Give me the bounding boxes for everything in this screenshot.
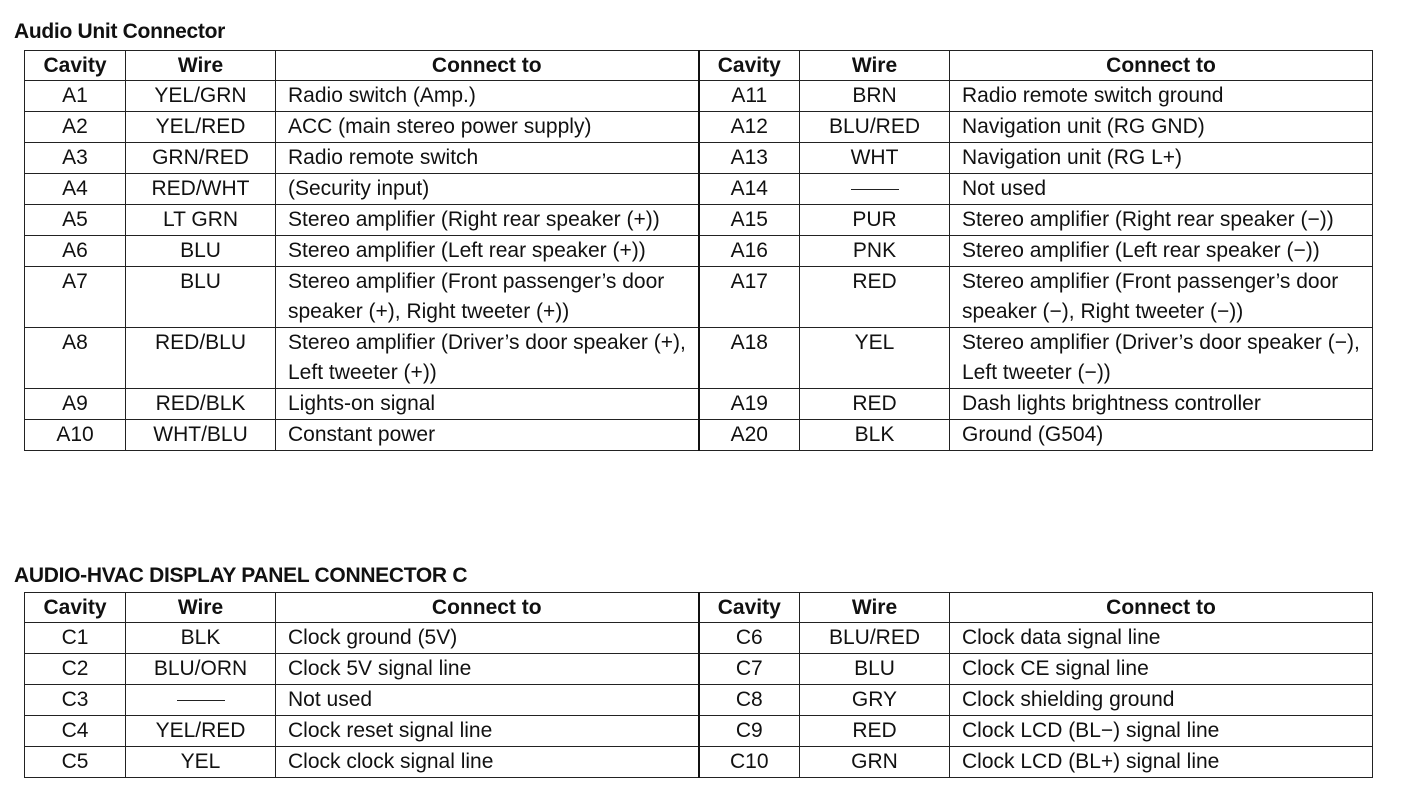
cavity-cell: A11 <box>699 81 800 112</box>
connect-to-cell: Ground (G504) <box>950 420 1373 451</box>
header-cavity: Cavity <box>699 51 800 81</box>
wire-cell: GRY <box>800 685 950 716</box>
connect-to-cell: Navigation unit (RG L+) <box>950 143 1373 174</box>
wire-cell: BLU <box>126 267 276 328</box>
connect-to-cell: Lights-on signal <box>276 389 699 420</box>
connect-to-cell: Stereo amplifier (Left rear speaker (−)) <box>950 236 1373 267</box>
wire-cell: BLU <box>800 654 950 685</box>
connect-to-cell: Clock data signal line <box>950 623 1373 654</box>
wire-cell <box>126 685 276 716</box>
connect-to-cell: Clock CE signal line <box>950 654 1373 685</box>
table-row <box>25 747 1373 778</box>
wire-cell: WHT <box>800 143 950 174</box>
wire-cell: WHT/BLU <box>126 420 276 451</box>
wire-cell: BRN <box>800 81 950 112</box>
connect-to-cell: Clock clock signal line <box>276 747 699 778</box>
wire-cell: BLU/RED <box>800 112 950 143</box>
cavity-cell: A20 <box>699 420 800 451</box>
table-row <box>25 205 1373 236</box>
header-connect-to: Connect to <box>950 51 1373 81</box>
display-panel-connector-table <box>24 592 1373 778</box>
cavity-cell: A7 <box>25 267 126 328</box>
wire-cell: LT GRN <box>126 205 276 236</box>
wire-cell: YEL/GRN <box>126 81 276 112</box>
cavity-cell: C7 <box>699 654 800 685</box>
table-row <box>25 143 1373 174</box>
connect-to-cell: Stereo amplifier (Front passenger’s door speaker (−), Right tweeter (−)) <box>950 267 1373 328</box>
table-row <box>25 112 1373 143</box>
cavity-cell: A8 <box>25 328 126 389</box>
cavity-cell: A18 <box>699 328 800 389</box>
wire-cell: YEL/RED <box>126 112 276 143</box>
cavity-cell: A17 <box>699 267 800 328</box>
wire-cell: BLU <box>126 236 276 267</box>
no-wire-dash <box>851 189 899 190</box>
wire-cell <box>800 174 950 205</box>
table-row <box>25 420 1373 451</box>
header-connect-to: Connect to <box>276 51 699 81</box>
cavity-cell: A16 <box>699 236 800 267</box>
cavity-cell: A3 <box>25 143 126 174</box>
connect-to-cell: Radio remote switch ground <box>950 81 1373 112</box>
wire-cell: RED/BLU <box>126 328 276 389</box>
header-connect-to: Connect to <box>950 593 1373 623</box>
wire-cell: BLU/RED <box>800 623 950 654</box>
connect-to-cell: Stereo amplifier (Front passenger’s door speaker (+), Right tweeter (+)) <box>276 267 699 328</box>
connect-to-cell: Constant power <box>276 420 699 451</box>
connect-to-cell: (Security input) <box>276 174 699 205</box>
wire-cell: GRN/RED <box>126 143 276 174</box>
wire-cell: RED <box>800 267 950 328</box>
cavity-cell: C9 <box>699 716 800 747</box>
cavity-cell: A2 <box>25 112 126 143</box>
cavity-cell: C1 <box>25 623 126 654</box>
table-row <box>25 654 1373 685</box>
table-row <box>25 685 1373 716</box>
wire-cell: PUR <box>800 205 950 236</box>
connect-to-cell: ACC (main stereo power supply) <box>276 112 699 143</box>
connect-to-cell: Stereo amplifier (Left rear speaker (+)) <box>276 236 699 267</box>
cavity-cell: A12 <box>699 112 800 143</box>
wire-cell: BLU/ORN <box>126 654 276 685</box>
header-connect-to: Connect to <box>276 593 699 623</box>
connect-to-cell: Radio remote switch <box>276 143 699 174</box>
cavity-cell: A9 <box>25 389 126 420</box>
connect-to-cell: Stereo amplifier (Driver’s door speaker (+), Left tweeter (+)) <box>276 328 699 389</box>
table-row <box>25 236 1373 267</box>
connect-to-cell: Clock shielding ground <box>950 685 1373 716</box>
cavity-cell: C6 <box>699 623 800 654</box>
connect-to-cell: Not used <box>950 174 1373 205</box>
header-wire: Wire <box>800 593 950 623</box>
table-row <box>25 328 1373 389</box>
wire-cell: GRN <box>800 747 950 778</box>
connect-to-cell: Clock reset signal line <box>276 716 699 747</box>
table-row <box>25 389 1373 420</box>
cavity-cell: A10 <box>25 420 126 451</box>
wire-cell: YEL <box>126 747 276 778</box>
cavity-cell: C4 <box>25 716 126 747</box>
cavity-cell: A13 <box>699 143 800 174</box>
connect-to-cell: Navigation unit (RG GND) <box>950 112 1373 143</box>
table-header-row <box>25 593 1373 623</box>
wire-cell: PNK <box>800 236 950 267</box>
cavity-cell: A15 <box>699 205 800 236</box>
wire-cell: RED/WHT <box>126 174 276 205</box>
cavity-cell: A1 <box>25 81 126 112</box>
wire-cell: RED/BLK <box>126 389 276 420</box>
table-row <box>25 716 1373 747</box>
connect-to-cell: Stereo amplifier (Right rear speaker (−)) <box>950 205 1373 236</box>
table-row <box>25 174 1373 205</box>
cavity-cell: A6 <box>25 236 126 267</box>
audio-unit-connector-title: Audio Unit Connector <box>14 20 225 43</box>
table-row <box>25 267 1373 328</box>
wire-cell: RED <box>800 716 950 747</box>
connect-to-cell: Stereo amplifier (Right rear speaker (+)) <box>276 205 699 236</box>
header-cavity: Cavity <box>25 593 126 623</box>
connect-to-cell: Stereo amplifier (Driver’s door speaker (−), Left tweeter (−)) <box>950 328 1373 389</box>
connect-to-cell: Dash lights brightness controller <box>950 389 1373 420</box>
cavity-cell: A19 <box>699 389 800 420</box>
header-wire: Wire <box>126 51 276 81</box>
wire-cell: RED <box>800 389 950 420</box>
header-wire: Wire <box>126 593 276 623</box>
table-row <box>25 81 1373 112</box>
wire-cell: BLK <box>126 623 276 654</box>
connect-to-cell: Clock 5V signal line <box>276 654 699 685</box>
connect-to-cell: Clock LCD (BL−) signal line <box>950 716 1373 747</box>
wire-cell: YEL <box>800 328 950 389</box>
table-header-row <box>25 51 1373 81</box>
header-cavity: Cavity <box>25 51 126 81</box>
connect-to-cell: Radio switch (Amp.) <box>276 81 699 112</box>
connect-to-cell: Not used <box>276 685 699 716</box>
cavity-cell: C10 <box>699 747 800 778</box>
wire-cell: YEL/RED <box>126 716 276 747</box>
audio-unit-connector-table <box>24 50 1373 451</box>
cavity-cell: C5 <box>25 747 126 778</box>
cavity-cell: A14 <box>699 174 800 205</box>
header-wire: Wire <box>800 51 950 81</box>
connect-to-cell: Clock LCD (BL+) signal line <box>950 747 1373 778</box>
cavity-cell: C2 <box>25 654 126 685</box>
cavity-cell: A5 <box>25 205 126 236</box>
cavity-cell: C3 <box>25 685 126 716</box>
header-cavity: Cavity <box>699 593 800 623</box>
cavity-cell: A4 <box>25 174 126 205</box>
display-panel-connector-title: AUDIO-HVAC DISPLAY PANEL CONNECTOR C <box>14 564 468 587</box>
no-wire-dash <box>177 700 225 701</box>
wire-cell: BLK <box>800 420 950 451</box>
table-row <box>25 623 1373 654</box>
cavity-cell: C8 <box>699 685 800 716</box>
connect-to-cell: Clock ground (5V) <box>276 623 699 654</box>
